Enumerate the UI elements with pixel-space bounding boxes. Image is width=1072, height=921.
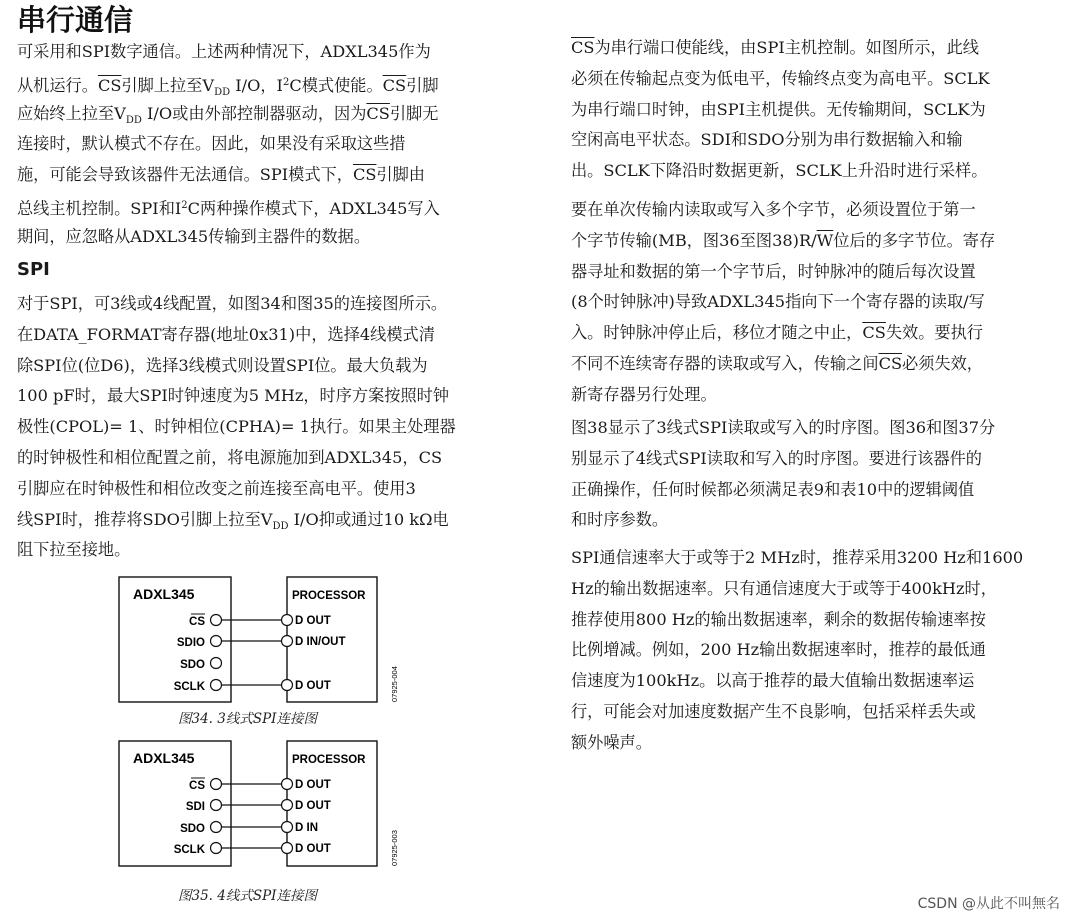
text-line	[17, 222, 507, 253]
text-line	[571, 380, 1057, 411]
text-run: 推荐使用800 Hz的输出数据速率，剩余的数据传输速率按	[571, 609, 986, 629]
pin-circle	[282, 636, 293, 647]
pin-sdio-label: SDIO	[176, 637, 205, 649]
text-line	[571, 605, 1057, 636]
section-title: 串行通信	[17, 3, 134, 37]
text-run: 应始终上拉至V	[17, 103, 126, 123]
text-run: 入。时钟脉冲停止后，移位才随之中止，	[571, 323, 863, 343]
text-run: 必须在传输起点变为低电平，传输终点变为高电平。SCLK	[571, 68, 990, 88]
text-run: 引脚无	[389, 103, 439, 123]
pin-circle	[282, 615, 293, 626]
text-run: 必须失效，	[902, 353, 983, 373]
text-line	[571, 697, 1057, 728]
text-line	[571, 257, 1057, 288]
script-run: 2	[282, 76, 290, 88]
text-run: 失效。要执行	[885, 323, 983, 343]
figure-code: 07925-003	[390, 830, 399, 866]
text-line	[571, 226, 1057, 257]
text-line	[17, 505, 507, 536]
figure-35-caption: 图35. 4线式SPI连接图	[178, 888, 318, 904]
text-run: 别显示了4线式SPI读取和写入的时序图。要进行该器件的	[571, 448, 982, 468]
proc-pin-label: D OUT	[295, 779, 331, 791]
text-run: 新寄存器另行处理。	[571, 384, 717, 404]
chip-label: ADXL345	[133, 586, 195, 602]
pin-circle	[211, 680, 222, 691]
text-run: Hz的输出数据速率。只有通信速度大于或等于400kHz时，	[571, 578, 997, 598]
text-line	[571, 635, 1057, 666]
text-line	[17, 37, 507, 68]
watermark: CSDN @从此不叫無名	[917, 896, 1060, 912]
pin-sclk-label: SCLK	[173, 681, 205, 693]
pin-circle	[282, 680, 293, 691]
left-paragraph-2	[17, 289, 507, 566]
pin-sdo-label: SDO	[180, 823, 205, 835]
text-run: 线SPI时，推荐将SDO引脚上拉至V	[17, 509, 273, 529]
text-line	[571, 413, 1057, 444]
pin-sdo-label: SDO	[180, 659, 205, 671]
text-line	[571, 318, 1057, 349]
text-run: 出。SCLK下降沿时数据更新，SCLK上升沿时进行采样。	[571, 161, 988, 181]
text-run: C模式使能。	[289, 75, 383, 95]
proc-pin-label: D IN/OUT	[295, 636, 346, 648]
right-paragraph-2	[571, 195, 1057, 411]
text-line	[571, 666, 1057, 697]
overline-run: $\overline{W}$	[816, 230, 834, 250]
pin-sdi-label: SDI	[185, 801, 205, 813]
pin-circle	[211, 800, 222, 811]
figure-34-diagram	[117, 572, 407, 707]
figure-34-caption: 图34. 3线式SPI连接图	[178, 711, 318, 727]
text-line	[571, 728, 1057, 759]
text-run: 额外噪声。	[571, 732, 652, 752]
text-run: 位后的多字节位。寄存	[833, 230, 996, 250]
overline-run: $\overline{CS}$	[97, 75, 122, 95]
text-run: 正确操作，任何时候都必须满足表9和表10中的逻辑阈值	[571, 479, 975, 499]
text-run: 比例增减。例如，200 Hz输出数据速率时，推荐的最低通	[571, 640, 986, 660]
text-line	[17, 99, 507, 130]
text-run: 引脚由	[376, 165, 425, 185]
text-run: 行，可能会对加速度数据产生不良影响，包括采样丢失或	[571, 701, 976, 721]
processor-label: PROCESSOR	[292, 590, 366, 602]
right-paragraph-1	[571, 33, 1057, 187]
pin-circle	[211, 843, 222, 854]
text-run: 要在单次传输内读取或写入多个字节，必须设置位于第一	[571, 200, 976, 219]
pin-circle	[211, 658, 222, 669]
text-run: 空闲高电平状态。SDI和SDO分别为串行数据输入和输	[571, 130, 963, 150]
left-paragraph-1	[17, 37, 507, 253]
text-line	[17, 412, 507, 443]
text-run: 从机运行。	[17, 75, 98, 95]
pin-circle	[282, 800, 293, 811]
text-line	[17, 351, 507, 382]
text-run: 施，可能会导致该器件无法通信。SPI模式下，	[17, 165, 353, 185]
text-run: I/O抑或通过10 kΩ电	[288, 509, 449, 529]
text-run: 信速度为100kHz。以高于推荐的最大值输出数据速率运	[571, 671, 975, 691]
pin-circle	[211, 779, 222, 790]
text-run: 为串行端口时钟，由SPI主机提供。无传输期间，SCLK为	[571, 99, 986, 119]
text-run: 阻下拉至接地。	[17, 540, 131, 560]
text-line	[17, 535, 507, 566]
text-run: 不同不连续寄存器的读取或写入，传输之间	[571, 353, 879, 373]
text-run: 的时钟极性和相位配置之前，将电源施加到ADXL345，CS	[17, 447, 443, 467]
script-run: DD	[125, 114, 142, 126]
text-line	[571, 64, 1057, 95]
text-line	[17, 68, 507, 99]
text-run: 可采用和SPI数字通信。上述两种情况下，ADXL345作为	[17, 42, 431, 61]
right-paragraph-3	[571, 413, 1057, 536]
text-line	[17, 129, 507, 160]
text-line	[17, 474, 507, 505]
pin-cs-label: CS	[189, 780, 205, 792]
overline-run: $\overline{CS}$	[382, 75, 407, 95]
text-run: 在DATA_FORMAT寄存器(地址0x31)中，选择4线模式清	[17, 324, 435, 344]
script-run: DD	[214, 86, 231, 98]
chip-label: ADXL345	[133, 750, 195, 766]
text-run: 连接时，默认模式不存在。因此，如果没有采取这些措	[17, 134, 406, 154]
text-line	[17, 443, 507, 474]
text-line	[571, 195, 1057, 226]
pin-cs-label: CS	[189, 616, 205, 628]
overline-run: $\overline{CS}$	[366, 103, 390, 123]
text-line	[17, 191, 507, 222]
text-line	[17, 289, 507, 320]
text-run: SPI通信速率大于或等于2 MHz时，推荐采用3200 Hz和1600	[571, 548, 1024, 567]
script-run: DD	[272, 520, 289, 532]
text-line	[571, 505, 1057, 536]
text-line	[571, 349, 1057, 380]
overline-run: $\overline{CS}$	[571, 38, 595, 57]
text-line	[571, 444, 1057, 475]
pin-circle	[211, 615, 222, 626]
text-line	[571, 475, 1057, 506]
text-run: (8个时钟脉冲)导致ADXL345指向下一个寄存器的读取/写	[571, 292, 985, 312]
proc-pin-label: D OUT	[295, 615, 331, 627]
overline-run: $\overline{CS}$	[352, 165, 377, 185]
figure-code: 07925-004	[390, 666, 399, 702]
text-line	[17, 381, 507, 412]
pin-circle	[282, 779, 293, 790]
text-run: 器寻址和数据的第一个字节后，时钟脉冲的随后每次设置	[571, 261, 976, 281]
text-run: 和时序参数。	[571, 510, 669, 530]
text-line	[571, 95, 1057, 126]
spi-heading: SPI	[17, 259, 50, 280]
text-run: 除SPI位(位D6)，选择3线模式则设置SPI位。最大负载为	[17, 355, 428, 375]
text-run: 对于SPI，可3线或4线配置，如图34和图35的连接图所示。	[17, 294, 448, 313]
text-line	[571, 574, 1057, 605]
pin-circle	[282, 822, 293, 833]
text-line	[571, 125, 1057, 156]
proc-pin-label: D OUT	[295, 680, 331, 692]
text-line	[571, 156, 1057, 187]
text-line	[17, 320, 507, 351]
text-run: 极性(CPOL)= 1、时钟相位(CPHA)= 1执行。如果主处理器	[17, 417, 456, 437]
text-run: 引脚	[406, 75, 439, 95]
pin-circle	[211, 822, 222, 833]
overline-run: $\overline{CS}$	[878, 353, 903, 373]
text-run: C两种操作模式下，ADXL345写入	[187, 198, 440, 218]
proc-pin-label: D IN	[295, 822, 318, 834]
text-line	[571, 287, 1057, 318]
figure-35-diagram	[117, 736, 407, 871]
text-run: 期间，应忽略从ADXL345传输到主器件的数据。	[17, 226, 371, 246]
text-line	[571, 33, 1057, 64]
processor-label: PROCESSOR	[292, 754, 366, 766]
text-run: I/O或由外部控制器驱动，因为	[141, 103, 367, 123]
script-run: 2	[181, 199, 188, 211]
pin-sclk-label: SCLK	[173, 844, 205, 856]
overline-run: $\overline{CS}$	[862, 323, 886, 343]
right-paragraph-4	[571, 543, 1057, 759]
proc-pin-label: D OUT	[295, 843, 331, 855]
text-run: 图38显示了3线式SPI读取或写入的时序图。图36和图37分	[571, 418, 996, 437]
pin-circle	[282, 843, 293, 854]
text-run: 引脚应在时钟极性和相位改变之前连接至高电平。使用3	[17, 478, 416, 498]
text-run: 为串行端口使能线，由SPI主机控制。如图所示，此线	[594, 38, 979, 57]
text-run: 个字节传输(MB，图36至图38)R/	[571, 230, 817, 250]
proc-pin-label: D OUT	[295, 800, 331, 812]
pin-circle	[211, 636, 222, 647]
text-run: 总线主机控制。SPI和I	[17, 198, 182, 218]
text-run: 100 pF时，最大SPI时钟速度为5 MHz，时序方案按照时钟	[17, 386, 450, 406]
text-line	[17, 160, 507, 191]
text-line	[571, 543, 1057, 574]
text-run: I/O，I	[230, 75, 283, 95]
text-run: 引脚上拉至V	[121, 75, 215, 95]
